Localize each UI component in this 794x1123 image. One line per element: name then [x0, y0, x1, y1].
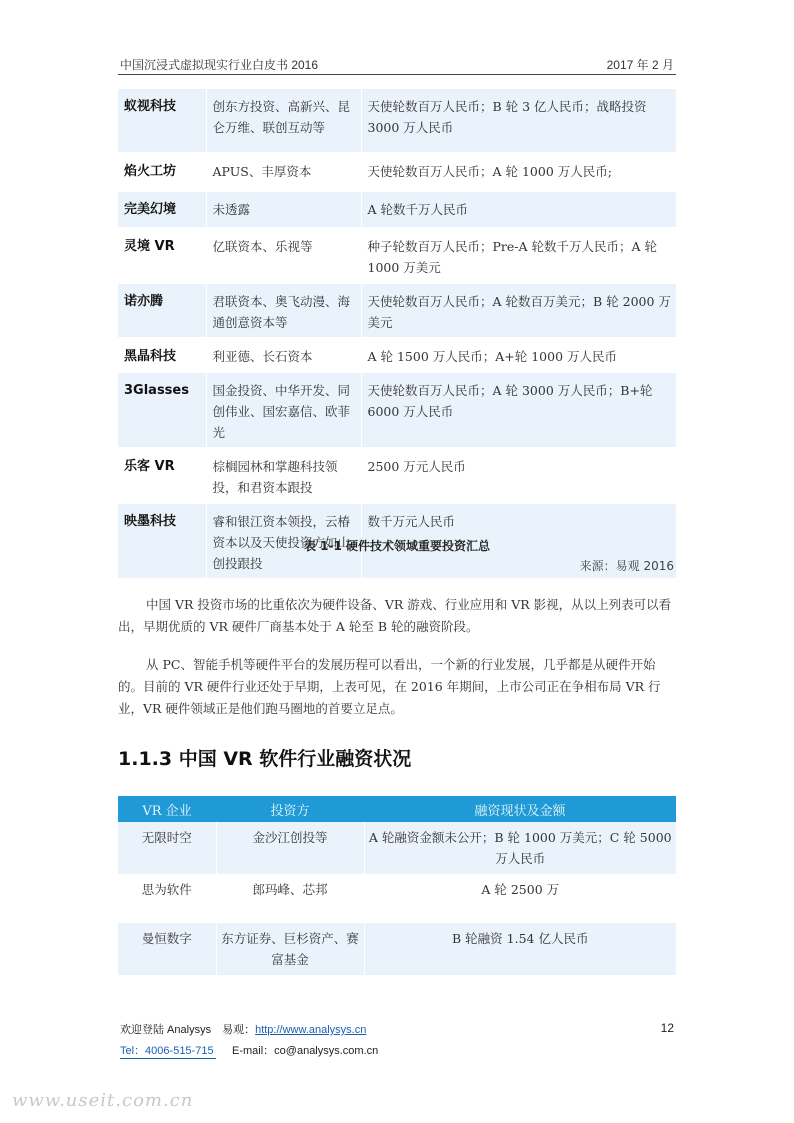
investors-cell: 未透露 — [206, 191, 361, 228]
company-cell: 映墨科技 — [118, 503, 206, 579]
table-row — [118, 874, 676, 923]
amount-cell: 天使轮数百万人民币；A 轮 3000 万人民币；B+轮 6000 万人民币 — [361, 372, 676, 448]
table-row — [118, 338, 676, 372]
company-cell: 乐客 VR — [118, 448, 206, 503]
hardware-investment-table — [118, 89, 676, 580]
column-header: 投资方 — [216, 796, 364, 822]
amount-cell: 天使轮数百万人民币；A 轮数百万美元；B 轮 2000 万美元 — [361, 283, 676, 338]
investors-cell: 棕榈园林和掌趣科技领投，和君资本跟投 — [206, 448, 361, 503]
investors-cell: 亿联资本、乐视等 — [206, 228, 361, 283]
section-heading: 1.1.3 中国 VR 软件行业融资状况 — [118, 748, 412, 770]
company-cell: 焰火工坊 — [118, 153, 206, 191]
header-title: 中国沉浸式虚拟现实行业白皮书 2016 — [120, 58, 319, 72]
body-paragraph: 从 PC、智能手机等硬件平台的发展历程可以看出，一个新的行业发展，几乎都是从硬件开始的。目前的 VR 硬件行业还处于早期，上表可见，在 2016 年期间，上市公司正在争相布局 VR 行业，VR 硬件领域正是他们跑马圈地的首要立足点。 — [118, 657, 661, 716]
amount-cell: 数千万元人民币 — [361, 503, 676, 579]
watermark: www.useit.com.cn — [12, 1090, 194, 1111]
table-row — [118, 822, 676, 874]
investors-cell: APUS、丰厚资本 — [206, 153, 361, 191]
investors-cell: 君联资本、奥飞动漫、海通创意资本等 — [206, 283, 361, 338]
amount-cell: 2500 万元人民币 — [367, 459, 466, 474]
company-cell: 诺亦腾 — [118, 283, 206, 338]
table-row — [118, 923, 676, 975]
table-caption: 表 1-1 硬件技术领域重要投资汇总 — [303, 539, 491, 553]
amount-cell: A 轮数千万人民币 — [361, 191, 676, 228]
table-row — [118, 448, 676, 503]
company-cell: 曼恒数字 — [118, 923, 216, 975]
table-row — [118, 228, 676, 283]
investors-cell: 金沙江创投等 — [216, 822, 364, 874]
table-row — [118, 372, 676, 448]
investors-cell: 利亚德、长石资本 — [206, 338, 361, 372]
table-row — [118, 153, 676, 191]
investors-cell: 郎玛峰、芯邦 — [216, 874, 364, 923]
investors-cell: 睿和银江资本领投，云椿资本以及天使投资方如山创投跟投 — [206, 503, 361, 579]
company-cell: 思为软件 — [118, 874, 216, 923]
footer-email[interactable]: E-mail：co@analysys.com.cn — [232, 1045, 379, 1057]
amount-cell: 天使轮数百万人民币；B 轮 3 亿人民币；战略投资 3000 万人民币 — [361, 89, 676, 153]
amount-cell: B 轮融资 1.54 亿人民币 — [364, 923, 676, 975]
company-cell: 无限时空 — [118, 822, 216, 874]
column-header: 融资现状及金额 — [364, 796, 676, 822]
amount-cell: 种子轮数百万人民币；Pre-A 轮数千万人民币；A 轮 1000 万美元 — [367, 239, 658, 275]
header-divider — [118, 74, 676, 75]
table-header-row — [118, 796, 676, 822]
footer-contact-line — [120, 1021, 366, 1037]
company-cell: 灵境 VR — [118, 228, 206, 283]
footer-phone-email-line — [120, 1042, 378, 1059]
company-cell: 3Glasses — [118, 372, 206, 448]
footer-website-link[interactable]: http://www.analysys.cn — [255, 1024, 367, 1036]
amount-cell: A 轮 1500 万人民币；A+轮 1000 万人民币 — [367, 349, 618, 364]
software-financing-table — [118, 796, 676, 975]
table-row — [118, 191, 676, 228]
footer-welcome: 欢迎登陆 Analysys 易观： — [120, 1024, 256, 1036]
table-source: 来源：易观 2016 — [579, 559, 674, 573]
investors-cell: 创东方投资、高新兴、昆仑万维、联创互动等 — [206, 89, 361, 153]
page-number: 12 — [660, 1021, 674, 1035]
company-cell: 蚁视科技 — [118, 89, 206, 153]
investors-cell: 东方证券、巨杉资产、赛富基金 — [216, 923, 364, 975]
header-date: 2017 年 2 月 — [606, 58, 674, 72]
amount-cell: A 轮融资金额未公开；B 轮 1000 万美元；C 轮 5000 万人民币 — [364, 822, 676, 874]
amount-cell: A 轮 2500 万 — [481, 882, 560, 897]
body-paragraph: 中国 VR 投资市场的比重依次为硬件设备、VR 游戏、行业应用和 VR 影视，从以上列表可以看出，早期优质的 VR 硬件厂商基本处于 A 轮至 B 轮的融资阶段。 — [118, 597, 672, 634]
footer-phone[interactable]: Tel：4006-515-715 — [120, 1042, 216, 1059]
table-row — [118, 283, 676, 338]
company-cell: 黑晶科技 — [118, 338, 206, 372]
column-header: VR 企业 — [118, 796, 216, 822]
investors-cell: 国金投资、中华开发、同创伟业、国宏嘉信、欧菲光 — [206, 372, 361, 448]
company-cell: 完美幻境 — [118, 191, 206, 228]
table-row — [118, 89, 676, 153]
amount-cell: 天使轮数百万人民币；A 轮 1000 万人民币; — [367, 164, 612, 179]
